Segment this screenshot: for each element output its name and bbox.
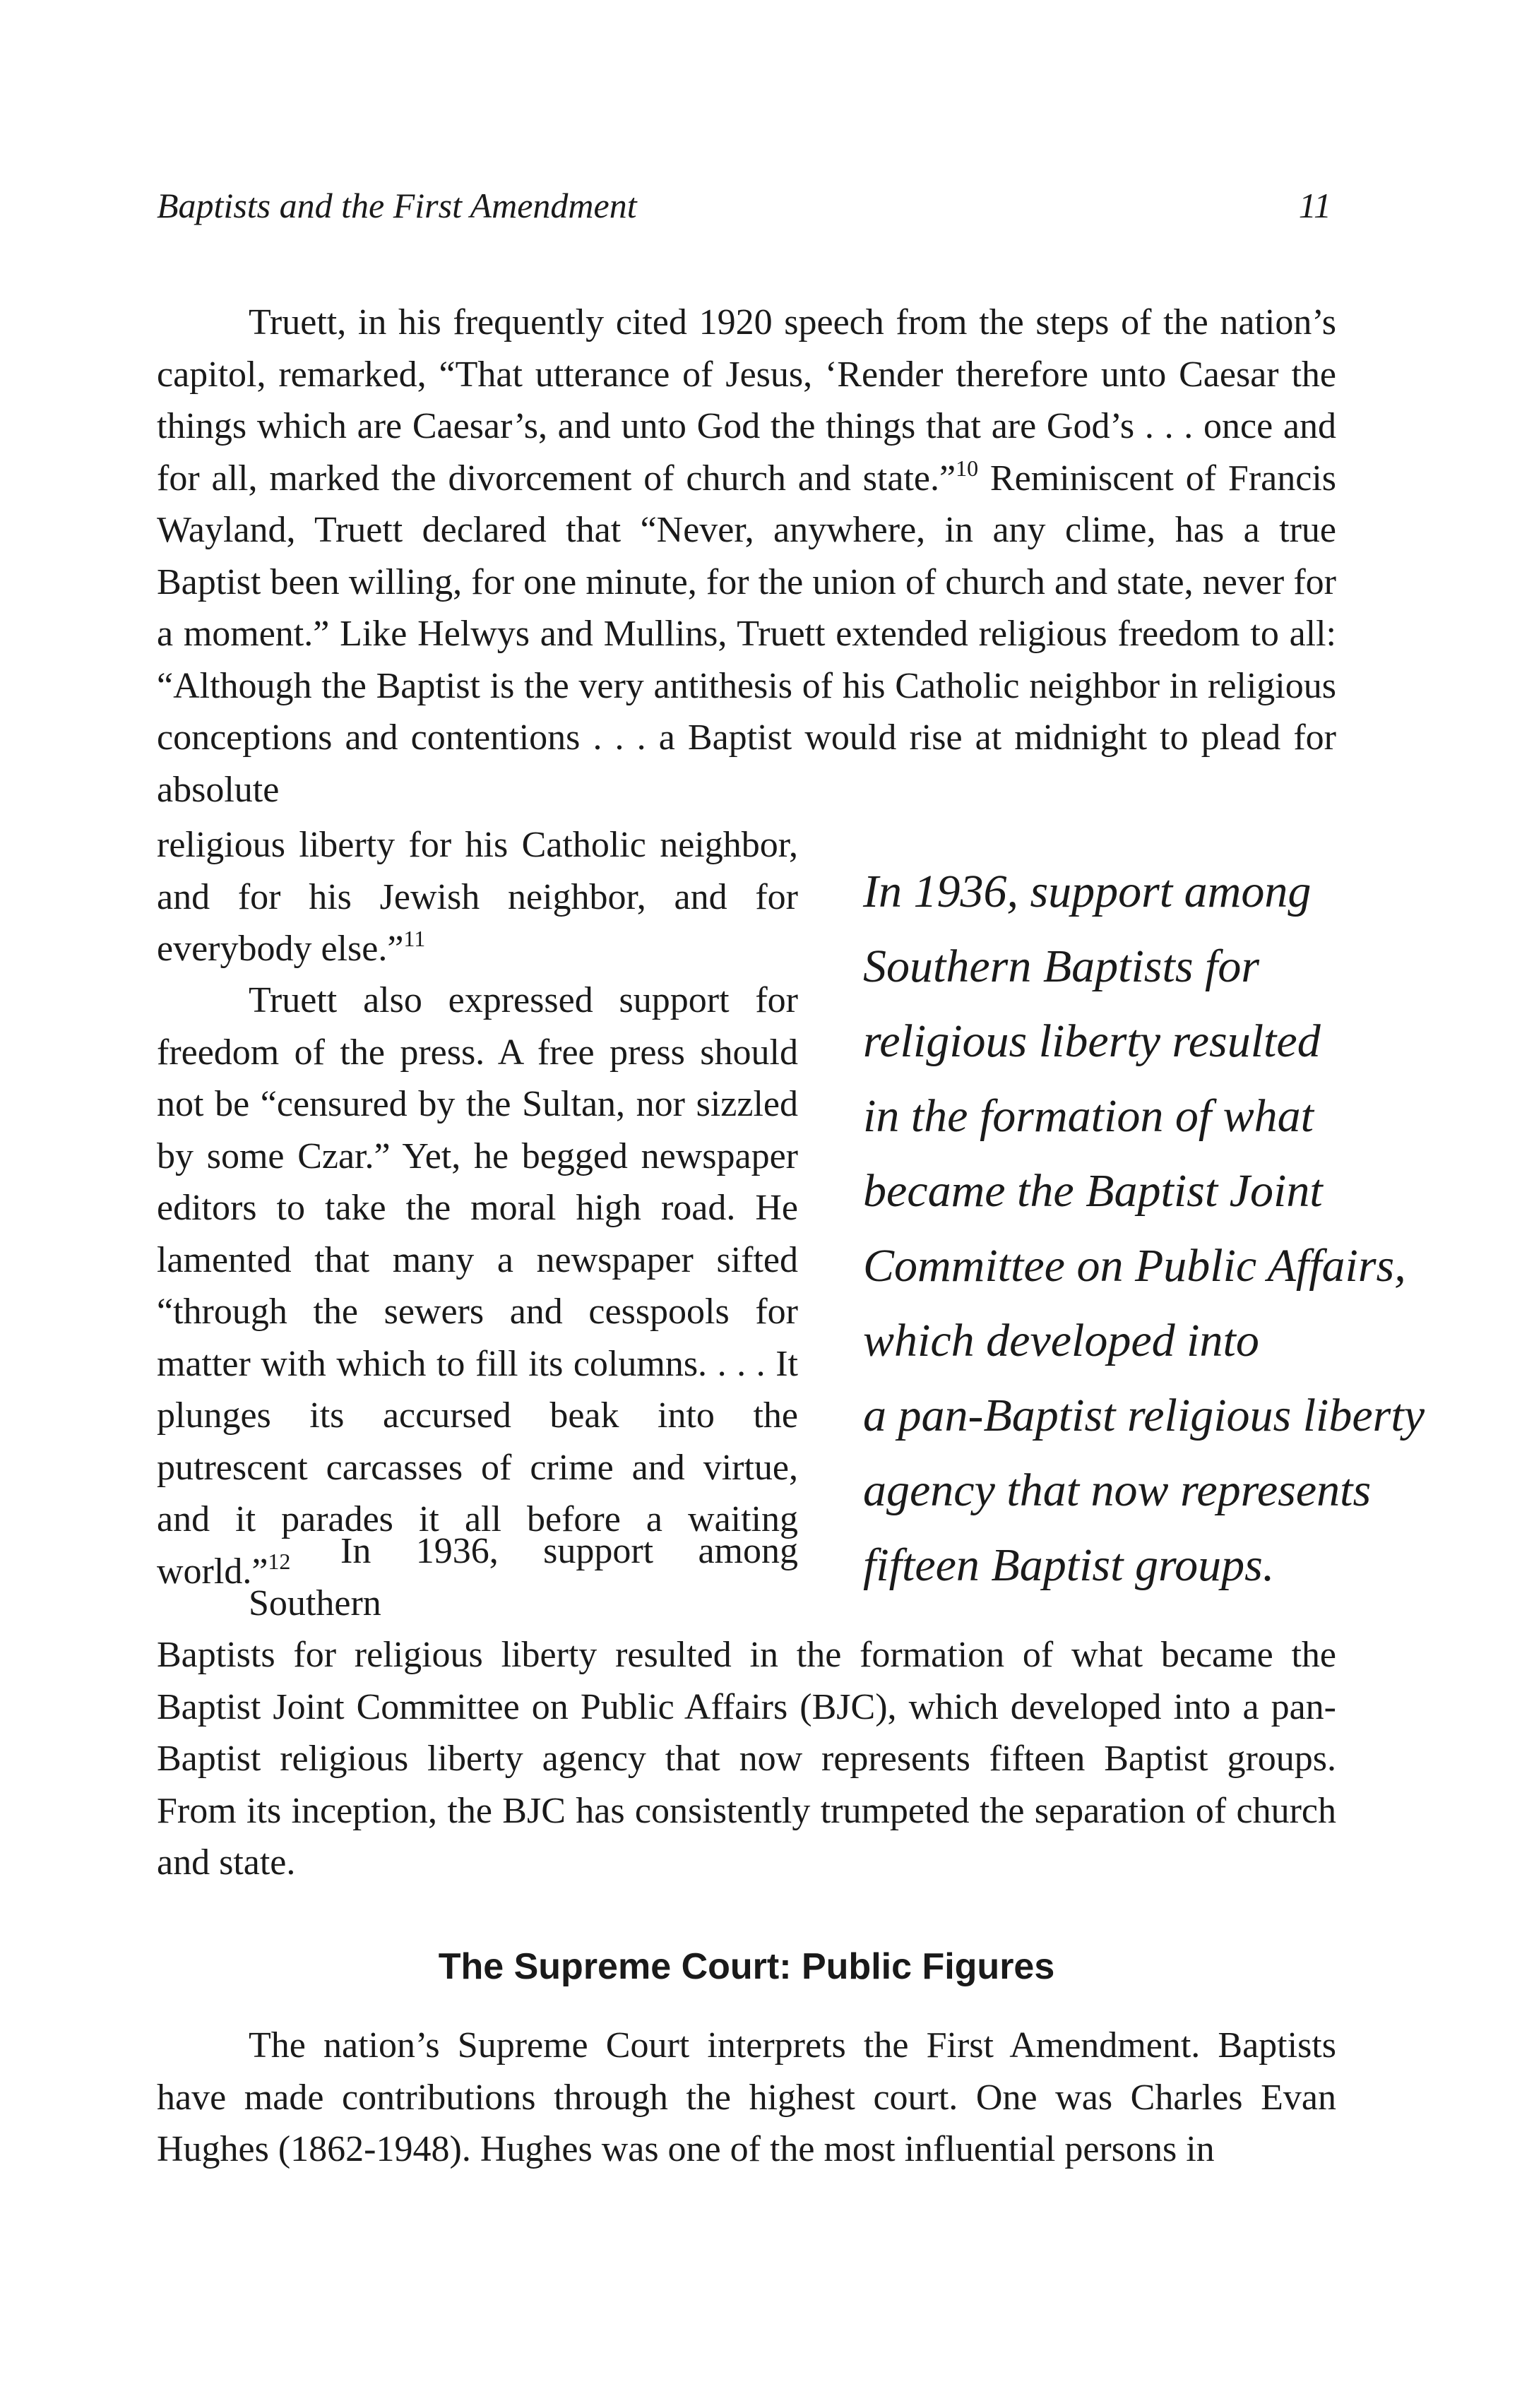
paragraph-text: Truett also expressed support for freedom of the press. A free press should not be “censured by the Sultan, nor sizzled by some Czar.” Yet, he begged newspaper editors to take the moral high road. He lamented that many a newspaper sifted “through the sewers and cesspools for matter with which to fill its columns. . . . It plunges its accursed beak into the putrescent carcasses of crime and virtue, and it parades it all before a waiting world.”	[157, 980, 798, 1592]
pull-quote-line: fifteen Baptist groups.	[863, 1539, 1275, 1591]
pull-quote-line: religious liberty resulted	[863, 1015, 1321, 1067]
paragraph-text: Baptists for religious liberty resulted in the formation of what became the Baptist Joint Committee on Public Affairs (BJC), which developed into a pan-Baptist religious liberty agency that now represents fifteen Baptist groups. From its inception, the BJC has consistently trumpeted the separation of church and state.	[157, 1635, 1336, 1883]
pull-quote-line: in the formation of what	[863, 1090, 1314, 1142]
pull-quote-line: became the Baptist Joint	[863, 1165, 1323, 1217]
running-header-title: Baptists and the First Amendment	[157, 186, 637, 225]
paragraph-text: Truett, in his frequently cited 1920 speech from the steps of the nation’s capitol, remarked, “That utterance of Jesus, ‘Render therefore unto Caesar the things which are Caesar’s, and unto God the things that are God’s . . . once and for all, marked the divorcement of church and state.”	[157, 302, 1336, 499]
paragraph-catholic-neighbor	[157, 819, 798, 975]
pull-quote-line: which developed into	[863, 1315, 1259, 1366]
paragraph-truett-capitol-speech	[157, 297, 1336, 816]
page-number: 11	[1298, 186, 1331, 225]
section-heading: The Supreme Court: Public Figures	[438, 1946, 1055, 1987]
paragraph-text: religious liberty for his Catholic neighbor, and for his Jewish neighbor, and for everybody else.”	[157, 825, 798, 969]
pull-quote-line: a pan-Baptist religious liberty	[863, 1390, 1425, 1441]
paragraph-text: The nation’s Supreme Court interprets the First Amendment. Baptists have made contributions through the highest court. One was Charles Evan Hughes (1862-1948). Hughes was one of the most influential persons in	[157, 2025, 1336, 2169]
footnote-marker: 10	[956, 455, 979, 481]
paragraph-text: Reminiscent of Francis Wayland, Truett declared that “Never, anywhere, in any clime, has a true Baptist been willing, for one minute, for the union of church and state, never for a moment.” Like Helwys and Mullins, Truett extended religious freedom to all: “Although the Baptist is the very antithesis of his Catholic neighbor in religious conceptions and contentions . . . a Baptist would rise at midnight to plead for absolute	[157, 458, 1336, 810]
pull-quote-line: Committee on Public Affairs,	[863, 1240, 1406, 1292]
paragraph-free-press	[157, 974, 798, 1597]
footnote-marker: 12	[268, 1548, 291, 1574]
pull-quote	[863, 854, 1442, 1603]
pull-quote-line: agency that now represents	[863, 1465, 1372, 1516]
pull-quote-line: In 1936, support among	[863, 866, 1312, 917]
footnote-marker: 11	[403, 926, 426, 951]
paragraph-text: In 1936, support among Southern	[249, 1531, 798, 1623]
pull-quote-line: Southern Baptists for	[863, 941, 1260, 992]
running-header	[157, 185, 1331, 234]
paragraph-supreme-court	[157, 2020, 1336, 2176]
